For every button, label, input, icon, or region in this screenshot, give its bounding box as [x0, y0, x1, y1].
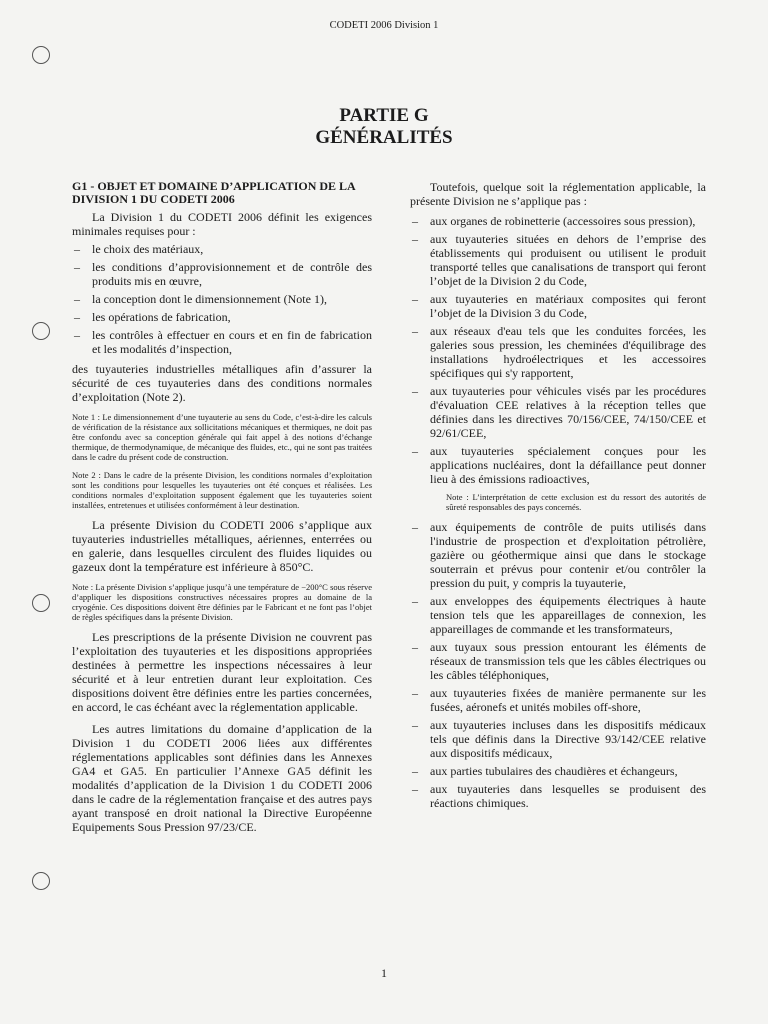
list-item: – aux tuyauteries spécialement conçues pour les applications nucléaires, dont la défaillance peut donner lieu à des émissions radioactives,	[410, 444, 706, 486]
list-item: – aux réseaux d'eau tels que les conduites forcées, les galeries sous pression, les cheminées d'équilibrage des installations hydroélectriques et les accessoires spécifiques qui s'y rapportent,	[410, 324, 706, 380]
intro-paragraph: Toutefois, quelque soit la réglementation applicable, la présente Division ne s’applique pas :	[410, 180, 706, 208]
list-item: – aux enveloppes des équipements électriques à haute tension tels que les appareillages de connexion, les appareillages de commande et les transformateurs,	[410, 594, 706, 636]
punch-hole	[32, 322, 50, 340]
list-item: – aux tuyauteries fixées de manière permanente sur les fusées, aéronefs et unités mobiles off-shore,	[410, 686, 706, 714]
note: Note : L’interprétation de cette exclusion est du ressort des autorités de sûreté responsables des pays concernés.	[446, 492, 706, 512]
left-column	[72, 180, 372, 842]
exclusions-list	[410, 214, 706, 486]
list-item: – aux tuyauteries situées en dehors de l’emprise des établissements qui produisent ou utilisent le produit transporté telles que canalisations de transport qui feront l’objet de la Division 2 du Code,	[410, 232, 706, 288]
page-number: 1	[381, 966, 387, 980]
punch-hole	[32, 872, 50, 890]
paragraph: La présente Division du CODETI 2006 s’applique aux tuyauteries industrielles métalliques, aériennes, enterrées ou en galerie, dans lesquelles circulent des fluides liquides ou gazeux dont la température est inférieure à 850°C.	[72, 518, 372, 574]
list-item: – aux équipements de contrôle de puits utilisés dans l'industrie de prospection et d'exploitation pétrolière, gazière ou géothermique ainsi que dans le stockage souterrain et prévus pour contenir et/ou contrôler la pression du puit, y compris la tuyauterie,	[410, 520, 706, 590]
list-item: – la conception dont le dimensionnement (Note 1),	[72, 292, 372, 306]
paragraph: Les prescriptions de la présente Division ne couvrent pas l’exploitation des tuyauteries et les dispositions appropriées destinées à permettre les inspections nécessaires à leur sécurité et à leur entretien durant leur exploitation. Ces dispositions doivent être définies entre les parties concernées, en accord, le cas échéant avec la réglementation applicable.	[72, 630, 372, 714]
right-column	[410, 180, 706, 816]
list-item: – le choix des matériaux,	[72, 242, 372, 256]
punch-hole	[32, 46, 50, 64]
running-header: CODETI 2006 Division 1	[329, 20, 439, 31]
requirements-list	[72, 242, 372, 356]
note-3: Note : La présente Division s’applique jusqu’à une température de −200°C sous réserve d’appliquer les dispositions constructives nécessaires propres au domaine de la cryogénie. Ces dispositions doivent être définies par le Fabricant et ne font pas l’objet de règles spécifiques dans la présente Division.	[72, 582, 372, 622]
list-item: – aux tuyauteries en matériaux composites qui feront l’objet de la Division 3 du Code,	[410, 292, 706, 320]
list-item: – les opérations de fabrication,	[72, 310, 372, 324]
paragraph: Les autres limitations du domaine d’application de la Division 1 du CODETI 2006 liées aux différentes réglementations applicables sont définies dans les Annexes GA4 et GA5. En particulier l’Annexe GA5 définit les modalités d’application de la Division 1 du CODETI 2006 dans le cadre de la réglementation française et des autres pays ayant transposé en droit national la Directive Européenne Equipements Sous Pression 97/23/CE.	[72, 722, 372, 834]
page-title	[0, 105, 768, 149]
part-title: PARTIE G	[339, 105, 429, 126]
exclusions-list-continued	[410, 520, 706, 810]
list-item: – aux tuyaux sous pression entourant les éléments de réseaux de transmission tels que les câbles électriques ou les câbles téléphoniques,	[410, 640, 706, 682]
paragraph: des tuyauteries industrielles métalliques afin d’assurer la sécurité de ces tuyauteries dans des conditions normales d’exploitation (Note 2).	[72, 362, 372, 404]
list-item: – aux tuyauteries dans lesquelles se produisent des réactions chimiques.	[410, 782, 706, 810]
intro-paragraph: La Division 1 du CODETI 2006 définit les exigences minimales requises pour :	[72, 210, 372, 238]
list-item: – aux organes de robinetterie (accessoires sous pression),	[410, 214, 706, 228]
list-item: – aux tuyauteries pour véhicules visés par les procédures d'évaluation CEE relatives à la réception telles que définies dans les directives 70/156/CEE, 74/150/CEE et 92/61/CEE,	[410, 384, 706, 440]
part-subtitle: GÉNÉRALITÉS	[315, 127, 453, 148]
section-title: G1 - OBJET ET DOMAINE D’APPLICATION DE LA DIVISION 1 DU CODETI 2006	[72, 179, 356, 206]
note-2: Note 2 : Dans le cadre de la présente Division, les conditions normales d’exploitation sont les conditions pour lesquelles les tuyauteries ont été conçues et réalisées. Les conditions normales d’exploitation supposent également que les tuyauteries soient installées, entretenues et utilisées conformément à leur destination.	[72, 470, 372, 510]
list-item: – les contrôles à effectuer en cours et en fin de fabrication et les modalités d’inspection,	[72, 328, 372, 356]
list-item: – aux tuyauteries incluses dans les dispositifs médicaux tels que définis dans la Directive 93/142/CEE relative aux dispositifs médicaux,	[410, 718, 706, 760]
list-item: – aux parties tubulaires des chaudières et échangeurs,	[410, 764, 706, 778]
note-1: Note 1 : Le dimensionnement d’une tuyauterie au sens du Code, c’est-à-dire les calculs de vérification de la résistance aux sollicitations mécaniques et thermiques, ne doit pas être confondu avec sa conception générale qui fait appel à des notions d’échange thermique, de thermodynamique, de mécanique des fluides, etc., qui ne sont pas traitées dans le cadre du présent code de construction.	[72, 412, 372, 462]
list-item: – les conditions d’approvisionnement et de contrôle des produits mis en œuvre,	[72, 260, 372, 288]
punch-hole	[32, 594, 50, 612]
